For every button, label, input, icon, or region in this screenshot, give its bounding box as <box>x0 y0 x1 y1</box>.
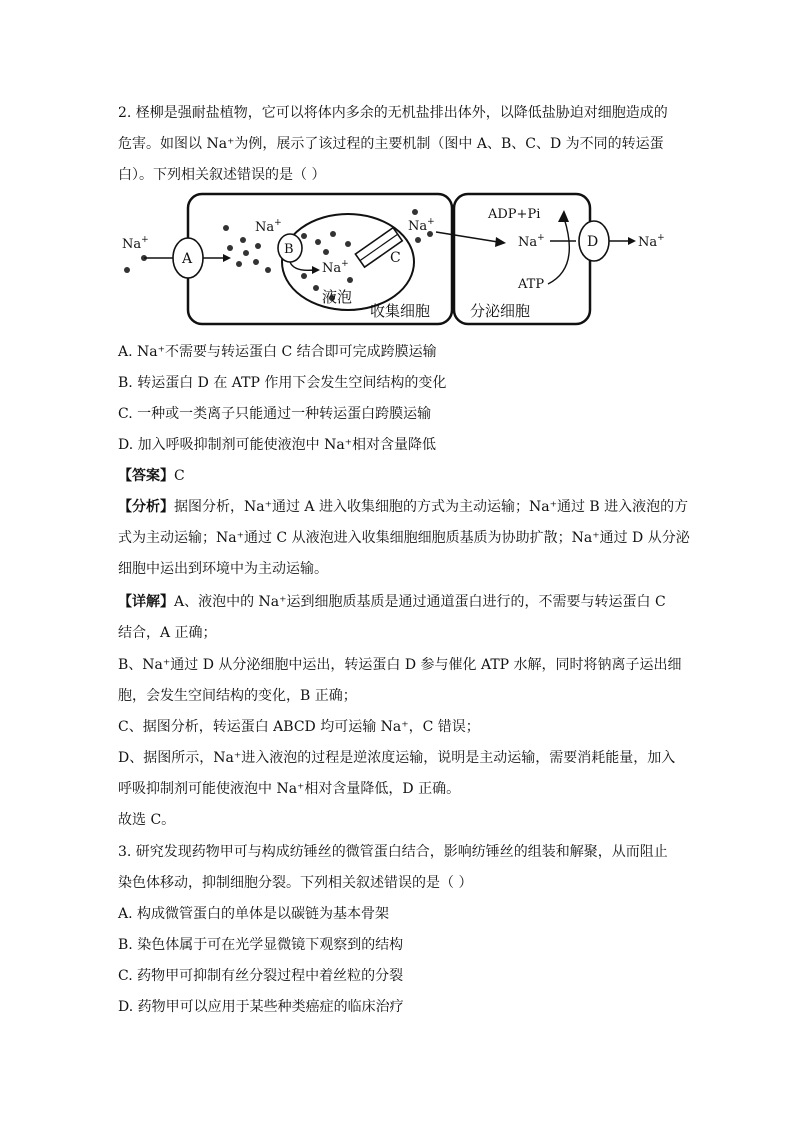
q2-detail-line-3: B、Na⁺通过 D 从分泌细胞中运出，转运蛋白 D 参与催化 ATP 水解，同时将钠离子运出细 <box>118 657 682 673</box>
q3-stem-line-2: 染色体移动，抑制细胞分裂。下列相关叙述错误的是（ ） <box>118 875 473 891</box>
q2-detail-line-4: 胞，会发生空间结构的变化，B 正确； <box>118 688 357 704</box>
q2-option-a: A. Na⁺不需要与转运蛋白 C 结合即可完成跨膜运输 <box>118 344 437 360</box>
q2-detail-line-8: 故选 C。 <box>118 812 176 828</box>
answer-label: 【答案】 <box>118 468 174 484</box>
q2-option-d: D. 加入呼吸抑制剂可能使液泡中 Na⁺相对含量降低 <box>118 437 437 453</box>
collecting-cell-label: 收集细胞 <box>370 302 431 320</box>
q2-stem-line-2: 危害。如图以 Na⁺为例，展示了该过程的主要机制（图中 A、B、C、D 为不同的转运蛋 <box>118 136 664 152</box>
ion-dot <box>227 245 233 251</box>
analysis-text-1: 据图分析，Na⁺通过 A 进入收集细胞的方式为主动运输；Na⁺通过 B 进入液泡的方 <box>174 499 689 515</box>
arrow-head <box>558 210 569 222</box>
ion-dot <box>301 273 307 279</box>
detail-label: 【详解】 <box>118 594 174 610</box>
arrow-head <box>223 254 231 262</box>
ion-dot <box>124 267 130 273</box>
answer-value: C <box>174 468 185 484</box>
q3-option-b: B. 染色体属于可在光学显微镜下观察到的结构 <box>118 937 404 953</box>
ion-dot <box>236 261 242 267</box>
q2-detail-line-2: 结合，A 正确； <box>118 625 217 641</box>
ion-dot <box>427 231 433 237</box>
vacuole-label: 液泡 <box>322 288 353 306</box>
atp-label: ATP <box>518 277 545 292</box>
q2-detail-line-5: C、据图分析，转运蛋白 ABCD 均可运输 Na⁺，C 错误； <box>118 719 480 735</box>
na-label-outside-right: Na+ <box>638 233 665 250</box>
q3-option-d: D. 药物甲可以应用于某些种类癌症的临床治疗 <box>118 999 404 1015</box>
q2-stem-line-3: 白）。下列相关叙述错误的是（ ） <box>118 167 326 183</box>
analysis-label: 【分析】 <box>118 499 174 515</box>
na-label-vacuole-inside: Na+ <box>322 259 349 276</box>
q2-detail-line-7: 呼吸抑制剂可能使液泡中 Na⁺相对含量降低，D 正确。 <box>118 781 461 797</box>
q3-option-a: A. 构成微管蛋白的单体是以碳链为基本骨架 <box>118 906 390 922</box>
ion-dot <box>313 285 319 291</box>
adp-pi-label: ADP+Pi <box>488 207 541 222</box>
q2-analysis-line-3: 细胞中运出到环境中为主动运输。 <box>118 561 328 577</box>
ion-dot <box>240 237 246 243</box>
arrow-head <box>495 237 506 247</box>
arrow-to-secretory-cell <box>436 232 498 242</box>
q2-detail-line-1 <box>118 592 666 612</box>
arrow-b-into-vacuole <box>290 262 314 270</box>
arrow-head <box>312 266 320 274</box>
ion-dot <box>415 237 421 243</box>
na-transport-diagram <box>118 190 678 330</box>
ion-dot <box>323 249 329 255</box>
q2-option-c: C. 一种或一类离子只能通过一种转运蛋白跨膜运输 <box>118 406 432 422</box>
ion-dot <box>330 231 336 237</box>
ion-dot <box>265 267 271 273</box>
na-label-secretory: Na+ <box>518 233 545 250</box>
ion-dot <box>315 239 321 245</box>
q2-stem-line-1: 2. 柽柳是强耐盐植物，它可以将体内多余的无机盐排出体外，以降低盐胁迫对细胞造成的 <box>118 105 668 121</box>
ion-dot <box>253 259 259 265</box>
ion-dot <box>223 225 229 231</box>
protein-a-label: A <box>182 251 193 267</box>
ion-dot <box>301 233 307 239</box>
q3-stem-line-1: 3. 研究发现药物甲可与构成纺锤丝的微管蛋白结合，影响纺锤丝的组装和解聚，从而阻止 <box>118 844 668 860</box>
detail-text-1: A、液泡中的 Na⁺运到细胞质基质是通过通道蛋白进行的，不需要与转运蛋白 C <box>174 594 666 610</box>
ion-dot <box>243 250 249 256</box>
q2-analysis-line-1 <box>118 497 688 517</box>
protein-c-label: C <box>390 250 401 266</box>
protein-d-label: D <box>587 234 599 250</box>
q2-option-b: B. 转运蛋白 D 在 ATP 作用下会发生空间结构的变化 <box>118 375 447 391</box>
q2-analysis-line-2: 式为主动运输；Na⁺通过 C 从液泡进入收集细胞细胞质基质为协助扩散；Na⁺通过 D 从分泌 <box>118 530 690 546</box>
q3-option-c: C. 药物甲可抑制有丝分裂过程中着丝粒的分裂 <box>118 968 404 984</box>
atp-hydrolysis-arrow <box>548 218 569 284</box>
na-label-channel: Na+ <box>408 217 435 234</box>
q2-detail-line-6: D、据图所示，Na⁺进入液泡的过程是逆浓度运输，说明是主动运输，需要消耗能量，加入 <box>118 750 676 766</box>
protein-b-label: B <box>284 242 294 257</box>
ion-dot <box>255 243 261 249</box>
na-label-outside-left: Na+ <box>122 235 149 252</box>
ion-dot <box>347 277 353 283</box>
na-label-vacuole-top: Na+ <box>255 218 282 235</box>
arrow-head <box>628 237 636 245</box>
ion-dot <box>345 241 351 247</box>
q2-answer-line <box>118 466 185 486</box>
secretory-cell-label: 分泌细胞 <box>470 302 531 320</box>
ion-dot <box>412 209 418 215</box>
